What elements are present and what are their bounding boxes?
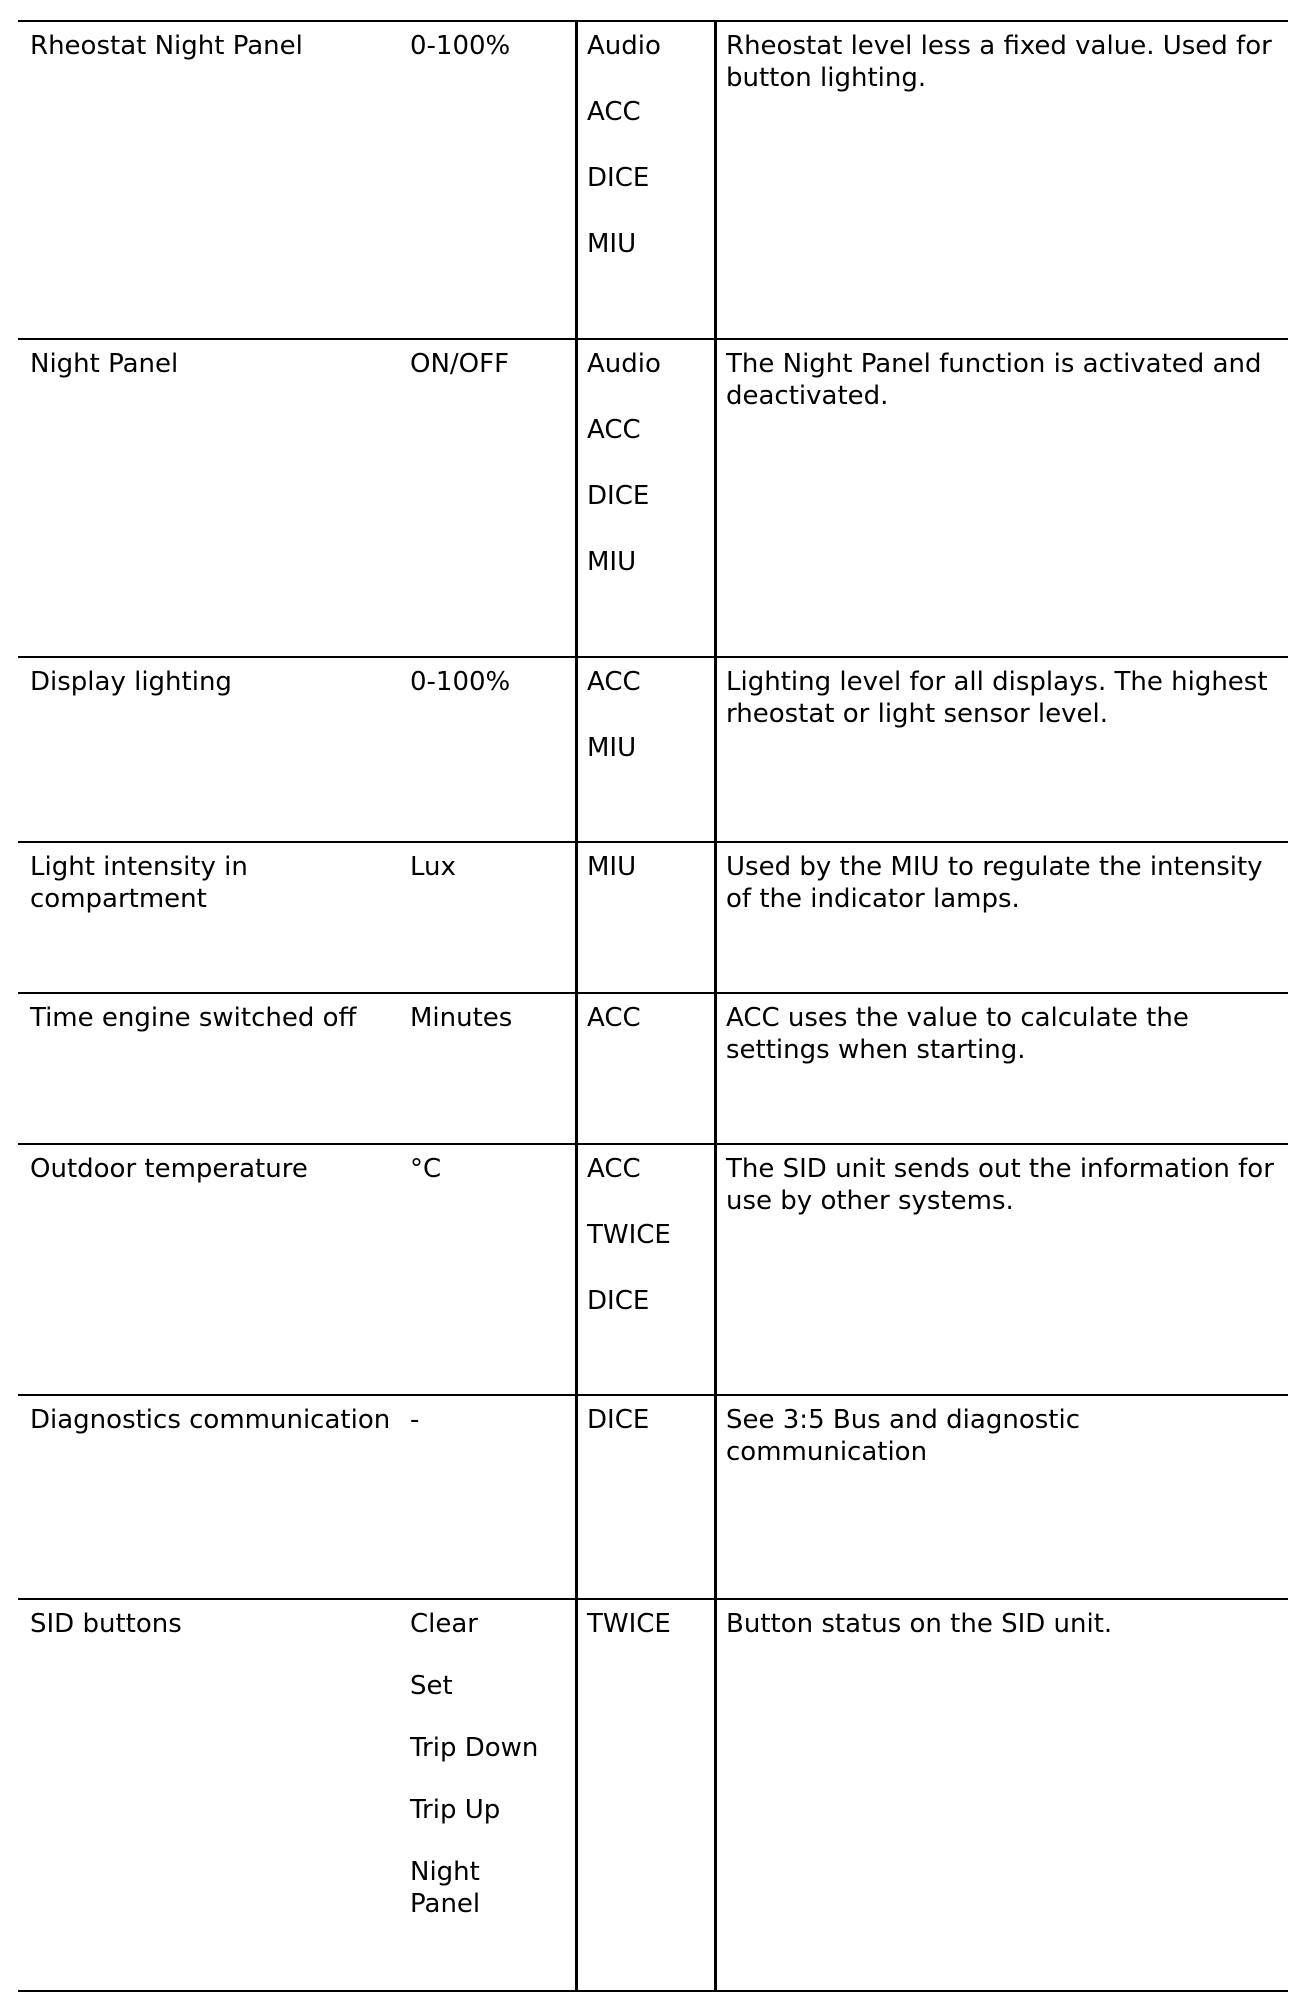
value-item: 0-100% — [410, 667, 511, 697]
table-row — [18, 843, 1288, 994]
value-item: °C — [410, 1154, 442, 1184]
value-range — [410, 348, 570, 410]
table-row — [18, 340, 1288, 658]
description: Lighting level for all displays. The highest rheostat or light sensor level. — [726, 667, 1268, 729]
value-item: - — [410, 1405, 420, 1435]
description: See 3:5 Bus and diagnostic communication — [726, 1405, 1080, 1467]
value-item: Set — [410, 1671, 453, 1701]
receiver-list — [587, 1153, 717, 1317]
table-row — [18, 658, 1288, 843]
value-item: Lux — [410, 852, 456, 882]
signal-name: Diagnostics communication — [30, 1405, 391, 1435]
value-item: Clear — [410, 1609, 478, 1639]
receiver-item: Audio — [587, 31, 661, 61]
table-row — [18, 1600, 1288, 1992]
table-row — [18, 994, 1288, 1145]
signal-name: Light intensity in compartment — [30, 852, 248, 914]
receiver-item: DICE — [587, 163, 650, 193]
receiver-list — [587, 30, 717, 260]
value-item: Minutes — [410, 1003, 513, 1033]
description: ACC uses the value to calculate the settings when starting. — [726, 1003, 1189, 1065]
value-item: ON/OFF — [410, 349, 510, 379]
value-item: Trip Up — [410, 1795, 501, 1825]
receiver-list — [587, 666, 717, 764]
receiver-item: MIU — [587, 733, 637, 763]
receiver-list — [587, 1002, 717, 1034]
value-range — [410, 851, 570, 913]
receiver-list — [587, 348, 717, 578]
table-row — [18, 1145, 1288, 1396]
signal-name: Night Panel — [30, 349, 179, 379]
receiver-item: TWICE — [587, 1609, 671, 1639]
receiver-item: MIU — [587, 852, 637, 882]
receiver-item: DICE — [587, 1405, 650, 1435]
receiver-item: TWICE — [587, 1220, 671, 1250]
receiver-item: MIU — [587, 547, 637, 577]
description: Button status on the SID unit. — [726, 1609, 1113, 1639]
receiver-item: DICE — [587, 481, 650, 511]
description: Rheostat level less a fixed value. Used for button lighting. — [726, 31, 1272, 93]
signal-name: Display lighting — [30, 667, 232, 697]
receiver-list — [587, 1608, 717, 1640]
value-range — [410, 1153, 570, 1215]
receiver-item: ACC — [587, 415, 641, 445]
value-item: Night Panel — [410, 1857, 481, 1919]
description: Used by the MIU to regulate the intensity of the indicator lamps. — [726, 852, 1263, 914]
value-range — [410, 1002, 570, 1064]
receiver-item: ACC — [587, 667, 641, 697]
receiver-item: Audio — [587, 349, 661, 379]
description: The Night Panel function is activated and deactivated. — [726, 349, 1262, 411]
value-item: 0-100% — [410, 31, 511, 61]
value-range — [410, 1404, 570, 1466]
value-range — [410, 1608, 570, 1950]
value-range — [410, 666, 570, 728]
receiver-item: MIU — [587, 229, 637, 259]
receiver-list — [587, 851, 717, 883]
receiver-item: DICE — [587, 1286, 650, 1316]
receiver-list — [587, 1404, 717, 1436]
receiver-item: ACC — [587, 1154, 641, 1184]
signal-name: Time engine switched off — [30, 1003, 357, 1033]
signal-name: Rheostat Night Panel — [30, 31, 303, 61]
signal-name: SID buttons — [30, 1609, 182, 1639]
table-row — [18, 22, 1288, 340]
receiver-item: ACC — [587, 97, 641, 127]
receiver-item: ACC — [587, 1003, 641, 1033]
value-item: Trip Down — [410, 1733, 539, 1763]
description: The SID unit sends out the information for use by other systems. — [726, 1154, 1274, 1216]
value-range — [410, 30, 570, 92]
table-row — [18, 1396, 1288, 1600]
signal-name: Outdoor temperature — [30, 1154, 308, 1184]
